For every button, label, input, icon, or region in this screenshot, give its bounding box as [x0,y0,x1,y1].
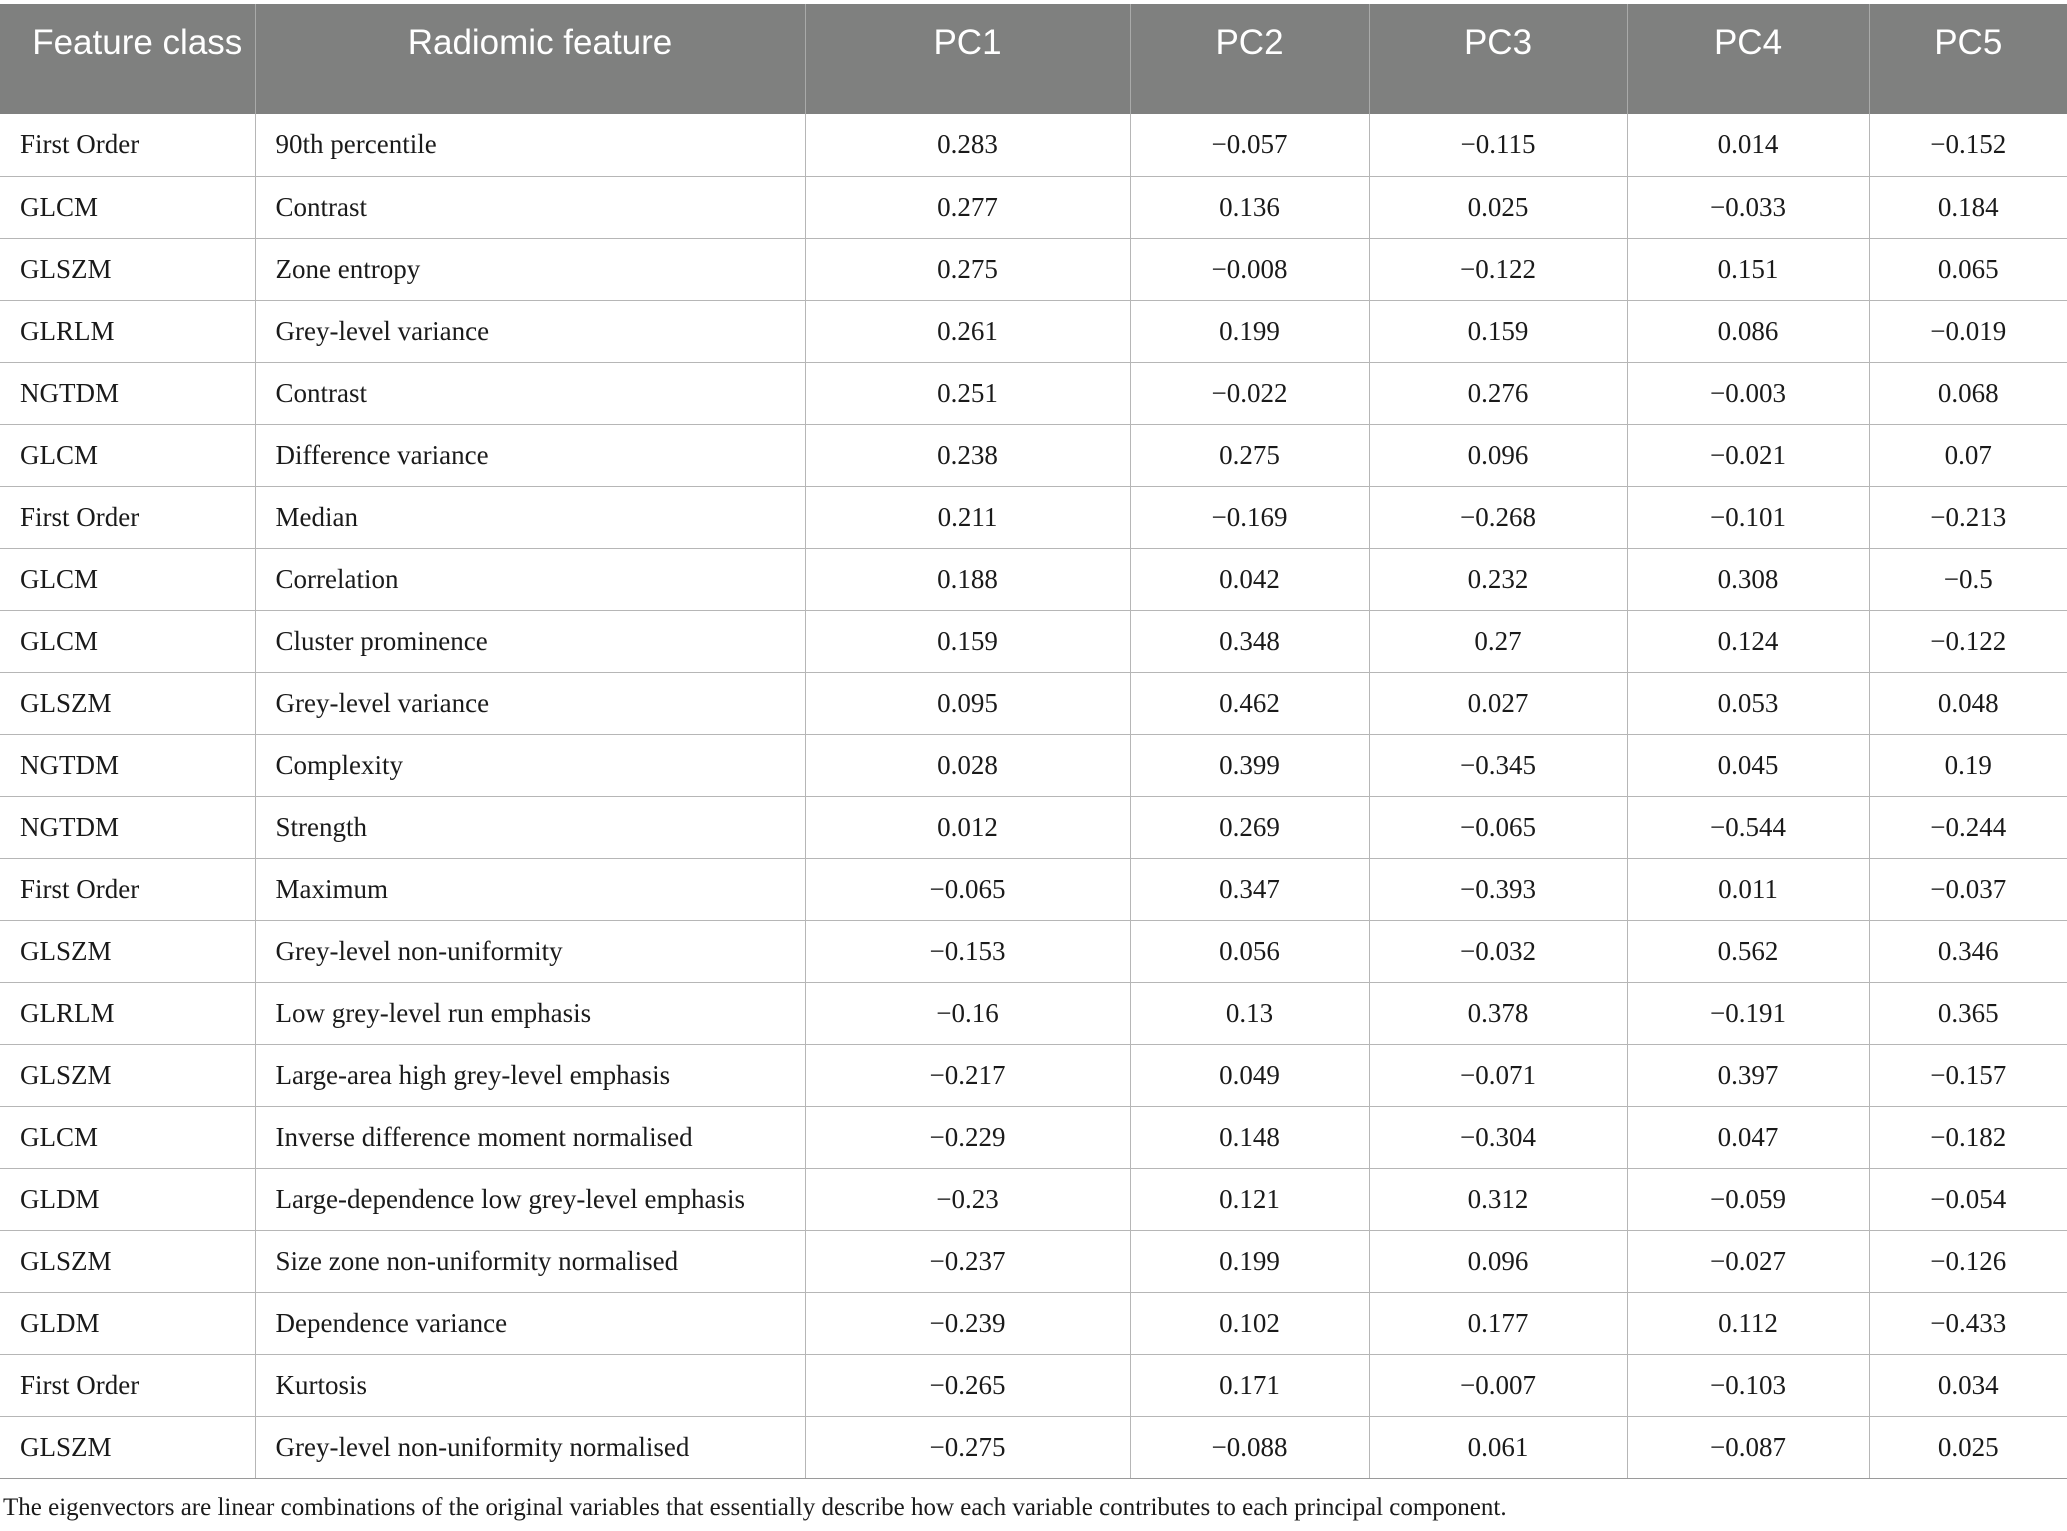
table-row [0,858,2067,920]
cell-feature-class: GLSZM [0,1416,255,1478]
cell-pc1: 0.188 [805,548,1130,610]
header-pc3: PC3 [1369,4,1627,114]
table-row [0,610,2067,672]
cell-pc5: −0.152 [1869,114,2067,176]
cell-pc3: −0.065 [1369,796,1627,858]
cell-pc4: 0.151 [1627,238,1869,300]
cell-pc1: −0.16 [805,982,1130,1044]
cell-radiomic-feature: Size zone non-uniformity normalised [255,1230,805,1292]
cell-radiomic-feature: Strength [255,796,805,858]
cell-pc2: 0.269 [1130,796,1369,858]
cell-feature-class: GLCM [0,1106,255,1168]
cell-pc4: −0.003 [1627,362,1869,424]
cell-pc5: 0.065 [1869,238,2067,300]
cell-pc1: −0.153 [805,920,1130,982]
cell-pc1: −0.065 [805,858,1130,920]
cell-pc5: −0.126 [1869,1230,2067,1292]
cell-radiomic-feature: Correlation [255,548,805,610]
cell-radiomic-feature: Complexity [255,734,805,796]
cell-pc2: 0.171 [1130,1354,1369,1416]
cell-pc5: −0.019 [1869,300,2067,362]
table-row [0,238,2067,300]
cell-pc4: 0.014 [1627,114,1869,176]
cell-pc3: −0.115 [1369,114,1627,176]
cell-pc3: −0.393 [1369,858,1627,920]
cell-pc4: −0.191 [1627,982,1869,1044]
cell-pc4: −0.103 [1627,1354,1869,1416]
cell-pc4: −0.021 [1627,424,1869,486]
cell-pc5: −0.037 [1869,858,2067,920]
cell-pc2: −0.057 [1130,114,1369,176]
cell-pc3: −0.032 [1369,920,1627,982]
cell-feature-class: NGTDM [0,362,255,424]
cell-radiomic-feature: Large-dependence low grey-level emphasis [255,1168,805,1230]
table-row [0,1292,2067,1354]
cell-pc3: 0.177 [1369,1292,1627,1354]
cell-pc1: 0.095 [805,672,1130,734]
header-pc4: PC4 [1627,4,1869,114]
cell-pc4: 0.047 [1627,1106,1869,1168]
table-row [0,1230,2067,1292]
cell-pc2: 0.102 [1130,1292,1369,1354]
cell-pc2: 0.13 [1130,982,1369,1044]
cell-feature-class: GLSZM [0,672,255,734]
cell-pc3: 0.276 [1369,362,1627,424]
cell-pc5: −0.122 [1869,610,2067,672]
cell-feature-class: NGTDM [0,734,255,796]
cell-radiomic-feature: Cluster prominence [255,610,805,672]
cell-pc2: −0.169 [1130,486,1369,548]
cell-radiomic-feature: Contrast [255,362,805,424]
cell-pc1: 0.275 [805,238,1130,300]
cell-feature-class: GLRLM [0,982,255,1044]
cell-pc5: 0.068 [1869,362,2067,424]
cell-pc2: 0.121 [1130,1168,1369,1230]
pca-eigenvector-table-container [0,4,2067,1479]
table-row [0,548,2067,610]
cell-pc4: 0.045 [1627,734,1869,796]
cell-feature-class: First Order [0,486,255,548]
cell-radiomic-feature: Large-area high grey-level emphasis [255,1044,805,1106]
cell-pc5: 0.346 [1869,920,2067,982]
cell-feature-class: GLSZM [0,238,255,300]
cell-pc5: −0.5 [1869,548,2067,610]
cell-pc3: −0.345 [1369,734,1627,796]
cell-pc4: 0.308 [1627,548,1869,610]
cell-pc3: 0.378 [1369,982,1627,1044]
cell-feature-class: NGTDM [0,796,255,858]
cell-pc4: 0.397 [1627,1044,1869,1106]
header-feature-class: Feature class [32,23,243,62]
cell-pc1: −0.275 [805,1416,1130,1478]
cell-pc2: −0.088 [1130,1416,1369,1478]
cell-pc5: −0.244 [1869,796,2067,858]
cell-radiomic-feature: Median [255,486,805,548]
table-row [0,1168,2067,1230]
pca-eigenvector-table [0,4,2067,1479]
cell-feature-class: First Order [0,858,255,920]
cell-pc5: −0.433 [1869,1292,2067,1354]
cell-radiomic-feature: Grey-level non-uniformity [255,920,805,982]
cell-pc1: −0.239 [805,1292,1130,1354]
cell-pc4: 0.053 [1627,672,1869,734]
table-row [0,1416,2067,1478]
cell-pc1: 0.238 [805,424,1130,486]
table-row [0,114,2067,176]
cell-pc1: −0.237 [805,1230,1130,1292]
cell-pc5: −0.182 [1869,1106,2067,1168]
cell-feature-class: GLSZM [0,920,255,982]
cell-pc1: −0.265 [805,1354,1130,1416]
cell-pc4: −0.033 [1627,176,1869,238]
table-row [0,1044,2067,1106]
cell-pc5: 0.365 [1869,982,2067,1044]
cell-pc5: 0.07 [1869,424,2067,486]
cell-pc2: 0.348 [1130,610,1369,672]
cell-pc3: 0.27 [1369,610,1627,672]
table-row [0,424,2067,486]
cell-pc3: −0.071 [1369,1044,1627,1106]
cell-pc2: 0.148 [1130,1106,1369,1168]
cell-pc4: 0.562 [1627,920,1869,982]
cell-pc2: −0.022 [1130,362,1369,424]
cell-feature-class: GLSZM [0,1044,255,1106]
cell-pc2: 0.462 [1130,672,1369,734]
table-row [0,362,2067,424]
cell-pc3: 0.096 [1369,1230,1627,1292]
table-row [0,982,2067,1044]
cell-pc3: 0.312 [1369,1168,1627,1230]
cell-radiomic-feature: Low grey-level run emphasis [255,982,805,1044]
cell-pc1: 0.261 [805,300,1130,362]
cell-feature-class: First Order [0,114,255,176]
cell-pc3: 0.025 [1369,176,1627,238]
table-row [0,300,2067,362]
cell-pc5: 0.184 [1869,176,2067,238]
cell-pc3: 0.159 [1369,300,1627,362]
cell-radiomic-feature: 90th percentile [255,114,805,176]
cell-pc5: 0.034 [1869,1354,2067,1416]
cell-radiomic-feature: Grey-level variance [255,672,805,734]
cell-pc1: 0.283 [805,114,1130,176]
cell-pc2: 0.275 [1130,424,1369,486]
cell-pc4: −0.101 [1627,486,1869,548]
table-row [0,176,2067,238]
cell-pc2: 0.136 [1130,176,1369,238]
table-row [0,920,2067,982]
cell-pc3: 0.061 [1369,1416,1627,1478]
cell-pc1: 0.211 [805,486,1130,548]
cell-pc2: 0.399 [1130,734,1369,796]
cell-pc3: 0.232 [1369,548,1627,610]
cell-pc3: −0.268 [1369,486,1627,548]
cell-feature-class: GLDM [0,1292,255,1354]
cell-pc5: 0.048 [1869,672,2067,734]
cell-pc2: 0.199 [1130,1230,1369,1292]
cell-pc3: 0.096 [1369,424,1627,486]
table-row [0,672,2067,734]
table-body [0,114,2067,1478]
cell-feature-class: First Order [0,1354,255,1416]
cell-pc5: 0.025 [1869,1416,2067,1478]
cell-radiomic-feature: Zone entropy [255,238,805,300]
cell-pc1: 0.159 [805,610,1130,672]
cell-pc3: 0.027 [1369,672,1627,734]
table-row [0,796,2067,858]
cell-radiomic-feature: Difference variance [255,424,805,486]
cell-feature-class: GLCM [0,610,255,672]
cell-radiomic-feature: Dependence variance [255,1292,805,1354]
cell-pc5: −0.054 [1869,1168,2067,1230]
cell-pc4: −0.027 [1627,1230,1869,1292]
cell-pc5: −0.213 [1869,486,2067,548]
cell-pc2: 0.347 [1130,858,1369,920]
cell-feature-class: GLCM [0,176,255,238]
cell-feature-class: GLCM [0,424,255,486]
cell-radiomic-feature: Grey-level non-uniformity normalised [255,1416,805,1478]
cell-radiomic-feature: Grey-level variance [255,300,805,362]
table-row [0,486,2067,548]
table-row [0,734,2067,796]
cell-feature-class: GLRLM [0,300,255,362]
cell-pc1: −0.229 [805,1106,1130,1168]
cell-radiomic-feature: Contrast [255,176,805,238]
header-radiomic-feature: Radiomic feature [255,4,805,114]
cell-pc4: −0.059 [1627,1168,1869,1230]
header-pc2: PC2 [1130,4,1369,114]
table-row [0,1354,2067,1416]
cell-pc1: 0.277 [805,176,1130,238]
cell-pc1: 0.251 [805,362,1130,424]
cell-pc5: 0.19 [1869,734,2067,796]
cell-radiomic-feature: Kurtosis [255,1354,805,1416]
cell-pc3: −0.007 [1369,1354,1627,1416]
cell-pc4: 0.086 [1627,300,1869,362]
cell-feature-class: GLCM [0,548,255,610]
cell-pc4: −0.544 [1627,796,1869,858]
cell-pc1: 0.012 [805,796,1130,858]
cell-pc3: −0.122 [1369,238,1627,300]
cell-pc4: 0.011 [1627,858,1869,920]
cell-pc1: −0.217 [805,1044,1130,1106]
cell-pc5: −0.157 [1869,1044,2067,1106]
header-pc1: PC1 [805,4,1130,114]
table-row [0,1106,2067,1168]
cell-pc1: −0.23 [805,1168,1130,1230]
cell-pc2: 0.056 [1130,920,1369,982]
header-pc5: PC5 [1869,4,2067,114]
cell-pc2: 0.042 [1130,548,1369,610]
cell-radiomic-feature: Inverse difference moment normalised [255,1106,805,1168]
cell-pc3: −0.304 [1369,1106,1627,1168]
cell-feature-class: GLSZM [0,1230,255,1292]
cell-pc2: 0.199 [1130,300,1369,362]
cell-pc4: 0.124 [1627,610,1869,672]
cell-pc2: −0.008 [1130,238,1369,300]
table-footnote: The eigenvectors are linear combinations of the original variables that essentially describe how each variable contributes to each principal component. [3,1494,1507,1521]
cell-pc1: 0.028 [805,734,1130,796]
cell-pc2: 0.049 [1130,1044,1369,1106]
cell-pc4: −0.087 [1627,1416,1869,1478]
cell-pc4: 0.112 [1627,1292,1869,1354]
cell-radiomic-feature: Maximum [255,858,805,920]
cell-feature-class: GLDM [0,1168,255,1230]
header-row [0,4,2067,114]
table-header [0,4,2067,114]
